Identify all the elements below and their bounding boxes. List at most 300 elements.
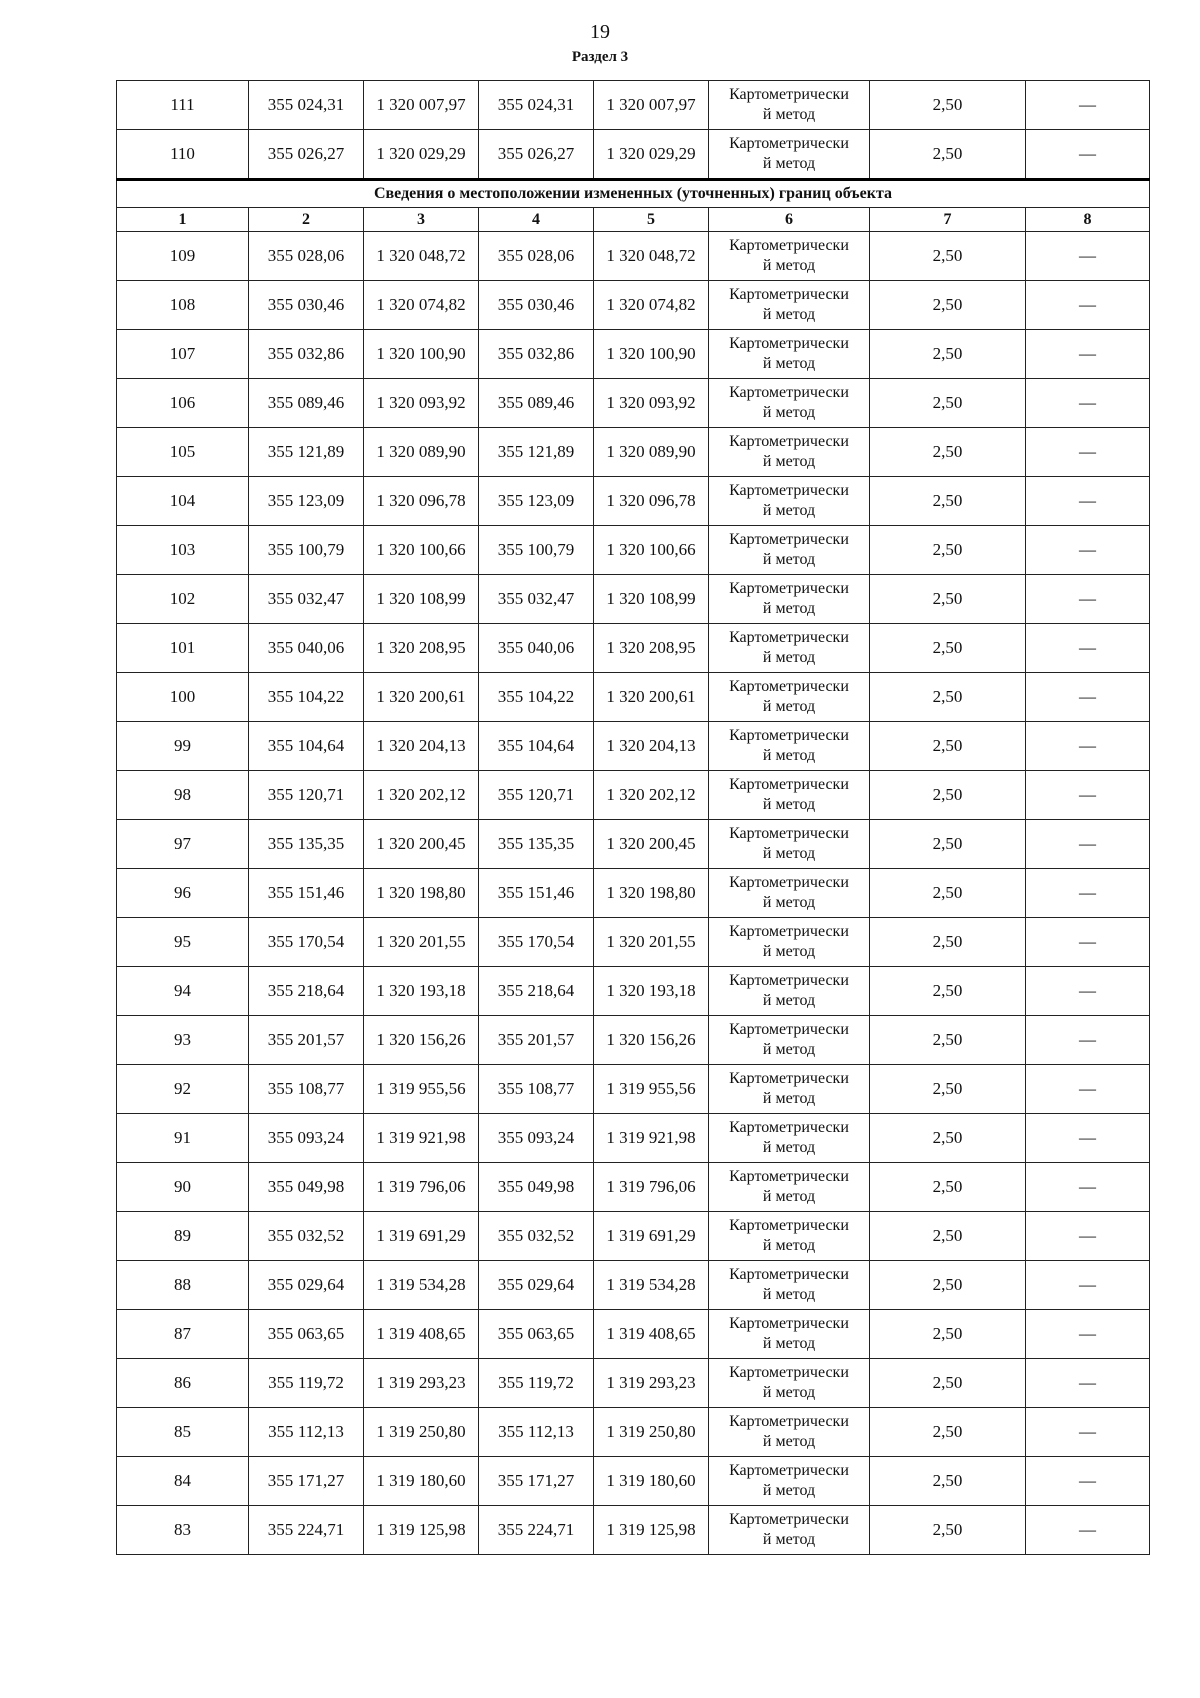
cell-accuracy: 2,50	[870, 1065, 1026, 1114]
method-line-2: й метод	[762, 796, 816, 813]
cell-x2: 355 218,64	[479, 967, 594, 1016]
cell-note: —	[1026, 1016, 1150, 1065]
cell-method	[709, 1408, 870, 1457]
table-row	[117, 1408, 1150, 1457]
method-line-1: Картометрически	[729, 384, 849, 401]
method-line-1: Картометрически	[729, 482, 849, 499]
cell-accuracy: 2,50	[870, 1506, 1026, 1555]
method-line-2: й метод	[762, 106, 816, 123]
cell-note: —	[1026, 232, 1150, 281]
cell-y2: 1 319 293,23	[594, 1359, 709, 1408]
cell-n: 93	[117, 1016, 249, 1065]
method-line-1: Картометрически	[729, 433, 849, 450]
cell-n: 107	[117, 330, 249, 379]
cell-y1: 1 319 293,23	[364, 1359, 479, 1408]
cell-accuracy: 2,50	[870, 967, 1026, 1016]
cell-x2: 355 121,89	[479, 428, 594, 477]
cell-method	[709, 869, 870, 918]
table-row	[117, 673, 1150, 722]
cell-y1: 1 320 100,66	[364, 526, 479, 575]
cell-accuracy: 2,50	[870, 232, 1026, 281]
cell-x2: 355 120,71	[479, 771, 594, 820]
method-line-1: Картометрически	[729, 874, 849, 891]
cell-x2: 355 104,22	[479, 673, 594, 722]
column-number: 7	[870, 208, 1026, 232]
cell-note: —	[1026, 575, 1150, 624]
method-line-1: Картометрически	[729, 727, 849, 744]
method-line-1: Картометрически	[729, 825, 849, 842]
cell-accuracy: 2,50	[870, 575, 1026, 624]
table-row	[117, 1212, 1150, 1261]
cell-x1: 355 104,22	[249, 673, 364, 722]
cell-y2: 1 319 250,80	[594, 1408, 709, 1457]
method-line-2: й метод	[762, 1139, 816, 1156]
table-row	[117, 1163, 1150, 1212]
cell-y2: 1 320 156,26	[594, 1016, 709, 1065]
cell-x2: 355 032,52	[479, 1212, 594, 1261]
cell-y1: 1 320 193,18	[364, 967, 479, 1016]
cell-note: —	[1026, 771, 1150, 820]
cell-y2: 1 320 108,99	[594, 575, 709, 624]
method-line-2: й метод	[762, 1335, 816, 1352]
cell-n: 104	[117, 477, 249, 526]
cell-x1: 355 100,79	[249, 526, 364, 575]
cell-x1: 355 030,46	[249, 281, 364, 330]
cell-y1: 1 320 108,99	[364, 575, 479, 624]
table-row	[117, 330, 1150, 379]
method-line-1: Картометрически	[729, 335, 849, 352]
cell-method	[709, 1261, 870, 1310]
cell-note: —	[1026, 1457, 1150, 1506]
cell-y1: 1 320 029,29	[364, 130, 479, 180]
cell-note: —	[1026, 81, 1150, 130]
table-body	[117, 81, 1150, 1555]
cell-accuracy: 2,50	[870, 1310, 1026, 1359]
table-row	[117, 918, 1150, 967]
cell-n: 90	[117, 1163, 249, 1212]
table-row	[117, 967, 1150, 1016]
cell-y1: 1 320 074,82	[364, 281, 479, 330]
cell-accuracy: 2,50	[870, 1016, 1026, 1065]
cell-x2: 355 024,31	[479, 81, 594, 130]
cell-y1: 1 320 200,61	[364, 673, 479, 722]
cell-x2: 355 030,46	[479, 281, 594, 330]
table-row	[117, 1261, 1150, 1310]
table-row	[117, 820, 1150, 869]
cell-y2: 1 320 048,72	[594, 232, 709, 281]
cell-x1: 355 218,64	[249, 967, 364, 1016]
cell-x1: 355 112,13	[249, 1408, 364, 1457]
cell-x1: 355 135,35	[249, 820, 364, 869]
method-line-2: й метод	[762, 1286, 816, 1303]
method-line-2: й метод	[762, 600, 816, 617]
cell-x2: 355 151,46	[479, 869, 594, 918]
cell-note: —	[1026, 722, 1150, 771]
cell-y1: 1 320 198,80	[364, 869, 479, 918]
cell-y2: 1 320 193,18	[594, 967, 709, 1016]
cell-method	[709, 771, 870, 820]
method-line-2: й метод	[762, 992, 816, 1009]
cell-y1: 1 320 096,78	[364, 477, 479, 526]
cell-n: 109	[117, 232, 249, 281]
cell-note: —	[1026, 1359, 1150, 1408]
method-line-1: Картометрически	[729, 1119, 849, 1136]
cell-x1: 355 024,31	[249, 81, 364, 130]
cell-x1: 355 108,77	[249, 1065, 364, 1114]
cell-x1: 355 119,72	[249, 1359, 364, 1408]
cell-method	[709, 1457, 870, 1506]
cell-y1: 1 320 093,92	[364, 379, 479, 428]
cell-accuracy: 2,50	[870, 1457, 1026, 1506]
method-line-1: Картометрически	[729, 1021, 849, 1038]
cell-n: 87	[117, 1310, 249, 1359]
cell-y1: 1 320 208,95	[364, 624, 479, 673]
cell-method	[709, 820, 870, 869]
method-line-2: й метод	[762, 1482, 816, 1499]
cell-accuracy: 2,50	[870, 526, 1026, 575]
cell-y1: 1 320 202,12	[364, 771, 479, 820]
method-line-1: Картометрически	[729, 1070, 849, 1087]
method-line-1: Картометрически	[729, 580, 849, 597]
method-line-1: Картометрически	[729, 86, 849, 103]
cell-y2: 1 320 208,95	[594, 624, 709, 673]
method-line-1: Картометрически	[729, 1462, 849, 1479]
cell-y2: 1 320 204,13	[594, 722, 709, 771]
method-line-1: Картометрически	[729, 678, 849, 695]
cell-x2: 355 032,47	[479, 575, 594, 624]
cell-x2: 355 108,77	[479, 1065, 594, 1114]
cell-n: 103	[117, 526, 249, 575]
cell-n: 101	[117, 624, 249, 673]
cell-y1: 1 319 534,28	[364, 1261, 479, 1310]
cell-y1: 1 320 048,72	[364, 232, 479, 281]
cell-n: 83	[117, 1506, 249, 1555]
section-heading-row	[117, 180, 1150, 208]
cell-x1: 355 089,46	[249, 379, 364, 428]
cell-x1: 355 120,71	[249, 771, 364, 820]
cell-x1: 355 171,27	[249, 1457, 364, 1506]
method-line-2: й метод	[762, 404, 816, 421]
method-line-2: й метод	[762, 1237, 816, 1254]
cell-note: —	[1026, 1114, 1150, 1163]
method-line-1: Картометрически	[729, 135, 849, 152]
cell-n: 85	[117, 1408, 249, 1457]
cell-method	[709, 330, 870, 379]
cell-x2: 355 032,86	[479, 330, 594, 379]
table-row	[117, 624, 1150, 673]
cell-method	[709, 81, 870, 130]
cell-note: —	[1026, 967, 1150, 1016]
cell-x2: 355 119,72	[479, 1359, 594, 1408]
cell-accuracy: 2,50	[870, 673, 1026, 722]
cell-method	[709, 1016, 870, 1065]
cell-n: 106	[117, 379, 249, 428]
cell-method	[709, 1506, 870, 1555]
method-line-2: й метод	[762, 943, 816, 960]
method-line-2: й метод	[762, 257, 816, 274]
cell-x1: 355 029,64	[249, 1261, 364, 1310]
cell-method	[709, 575, 870, 624]
method-line-1: Картометрически	[729, 1217, 849, 1234]
method-line-1: Картометрически	[729, 972, 849, 989]
cell-accuracy: 2,50	[870, 722, 1026, 771]
cell-method	[709, 1310, 870, 1359]
cell-x2: 355 123,09	[479, 477, 594, 526]
cell-note: —	[1026, 379, 1150, 428]
method-line-2: й метод	[762, 1041, 816, 1058]
cell-n: 89	[117, 1212, 249, 1261]
method-line-2: й метод	[762, 1188, 816, 1205]
cell-method	[709, 918, 870, 967]
table-row	[117, 1359, 1150, 1408]
cell-n: 99	[117, 722, 249, 771]
cell-y1: 1 320 089,90	[364, 428, 479, 477]
cell-accuracy: 2,50	[870, 428, 1026, 477]
cell-method	[709, 477, 870, 526]
cell-accuracy: 2,50	[870, 820, 1026, 869]
column-number: 4	[479, 208, 594, 232]
cell-note: —	[1026, 281, 1150, 330]
cell-note: —	[1026, 820, 1150, 869]
cell-x2: 355 040,06	[479, 624, 594, 673]
cell-y2: 1 319 796,06	[594, 1163, 709, 1212]
cell-y2: 1 320 200,45	[594, 820, 709, 869]
cell-y1: 1 319 921,98	[364, 1114, 479, 1163]
cell-accuracy: 2,50	[870, 281, 1026, 330]
cell-x2: 355 089,46	[479, 379, 594, 428]
method-line-2: й метод	[762, 1384, 816, 1401]
method-line-2: й метод	[762, 1090, 816, 1107]
cell-y1: 1 320 201,55	[364, 918, 479, 967]
cell-x1: 355 032,47	[249, 575, 364, 624]
cell-note: —	[1026, 673, 1150, 722]
cell-x2: 355 112,13	[479, 1408, 594, 1457]
method-line-1: Картометрически	[729, 923, 849, 940]
cell-note: —	[1026, 1212, 1150, 1261]
cell-n: 88	[117, 1261, 249, 1310]
cell-n: 98	[117, 771, 249, 820]
cell-n: 91	[117, 1114, 249, 1163]
cell-note: —	[1026, 1065, 1150, 1114]
cell-x2: 355 224,71	[479, 1506, 594, 1555]
cell-x1: 355 104,64	[249, 722, 364, 771]
cell-y2: 1 320 198,80	[594, 869, 709, 918]
table-row	[117, 575, 1150, 624]
cell-y2: 1 320 093,92	[594, 379, 709, 428]
cell-note: —	[1026, 918, 1150, 967]
cell-y2: 1 320 074,82	[594, 281, 709, 330]
cell-accuracy: 2,50	[870, 624, 1026, 673]
cell-method	[709, 232, 870, 281]
cell-n: 95	[117, 918, 249, 967]
cell-accuracy: 2,50	[870, 130, 1026, 180]
table-row	[117, 869, 1150, 918]
cell-y2: 1 319 691,29	[594, 1212, 709, 1261]
cell-accuracy: 2,50	[870, 1212, 1026, 1261]
cell-x1: 355 123,09	[249, 477, 364, 526]
cell-y1: 1 319 955,56	[364, 1065, 479, 1114]
cell-y2: 1 320 096,78	[594, 477, 709, 526]
cell-x1: 355 224,71	[249, 1506, 364, 1555]
table-row	[117, 232, 1150, 281]
cell-accuracy: 2,50	[870, 1261, 1026, 1310]
cell-method	[709, 1114, 870, 1163]
column-number: 8	[1026, 208, 1150, 232]
cell-y2: 1 320 029,29	[594, 130, 709, 180]
cell-y2: 1 320 200,61	[594, 673, 709, 722]
method-line-2: й метод	[762, 355, 816, 372]
column-number: 5	[594, 208, 709, 232]
cell-x1: 355 032,52	[249, 1212, 364, 1261]
table-row	[117, 771, 1150, 820]
cell-x2: 355 135,35	[479, 820, 594, 869]
cell-n: 97	[117, 820, 249, 869]
cell-x1: 355 151,46	[249, 869, 364, 918]
cell-accuracy: 2,50	[870, 869, 1026, 918]
cell-method	[709, 428, 870, 477]
cell-note: —	[1026, 1261, 1150, 1310]
cell-accuracy: 2,50	[870, 81, 1026, 130]
cell-y2: 1 320 089,90	[594, 428, 709, 477]
method-line-2: й метод	[762, 698, 816, 715]
cell-y1: 1 320 100,90	[364, 330, 479, 379]
cell-note: —	[1026, 130, 1150, 180]
cell-x1: 355 040,06	[249, 624, 364, 673]
cell-y2: 1 320 202,12	[594, 771, 709, 820]
method-line-1: Картометрически	[729, 286, 849, 303]
cell-n: 102	[117, 575, 249, 624]
method-line-2: й метод	[762, 649, 816, 666]
cell-method	[709, 624, 870, 673]
cell-n: 110	[117, 130, 249, 180]
table-row	[117, 130, 1150, 180]
cell-y2: 1 319 534,28	[594, 1261, 709, 1310]
coordinates-table	[116, 80, 1150, 1555]
cell-y2: 1 320 007,97	[594, 81, 709, 130]
cell-accuracy: 2,50	[870, 1163, 1026, 1212]
cell-x1: 355 063,65	[249, 1310, 364, 1359]
table-row	[117, 428, 1150, 477]
cell-method	[709, 1359, 870, 1408]
cell-note: —	[1026, 869, 1150, 918]
cell-x1: 355 028,06	[249, 232, 364, 281]
table-row	[117, 1016, 1150, 1065]
cell-method	[709, 1065, 870, 1114]
method-line-2: й метод	[762, 453, 816, 470]
table-row	[117, 281, 1150, 330]
cell-accuracy: 2,50	[870, 1359, 1026, 1408]
cell-x2: 355 026,27	[479, 130, 594, 180]
cell-y2: 1 320 201,55	[594, 918, 709, 967]
cell-x1: 355 032,86	[249, 330, 364, 379]
method-line-1: Картометрически	[729, 531, 849, 548]
cell-y1: 1 320 156,26	[364, 1016, 479, 1065]
cell-y2: 1 319 408,65	[594, 1310, 709, 1359]
table-row	[117, 379, 1150, 428]
method-line-1: Картометрически	[729, 1511, 849, 1528]
cell-note: —	[1026, 428, 1150, 477]
method-line-1: Картометрически	[729, 776, 849, 793]
method-line-1: Картометрически	[729, 237, 849, 254]
cell-method	[709, 281, 870, 330]
table-row	[117, 81, 1150, 130]
cell-note: —	[1026, 330, 1150, 379]
cell-accuracy: 2,50	[870, 477, 1026, 526]
cell-y2: 1 319 955,56	[594, 1065, 709, 1114]
cell-y2: 1 320 100,90	[594, 330, 709, 379]
cell-y1: 1 319 796,06	[364, 1163, 479, 1212]
table-row	[117, 1114, 1150, 1163]
column-number: 1	[117, 208, 249, 232]
section-title: Раздел 3	[571, 49, 629, 65]
cell-note: —	[1026, 1408, 1150, 1457]
cell-x2: 355 104,64	[479, 722, 594, 771]
cell-note: —	[1026, 526, 1150, 575]
method-line-2: й метод	[762, 306, 816, 323]
table-row	[117, 1506, 1150, 1555]
cell-accuracy: 2,50	[870, 1408, 1026, 1457]
cell-n: 92	[117, 1065, 249, 1114]
cell-x2: 355 093,24	[479, 1114, 594, 1163]
cell-accuracy: 2,50	[870, 379, 1026, 428]
cell-y1: 1 320 204,13	[364, 722, 479, 771]
column-number: 3	[364, 208, 479, 232]
cell-y2: 1 320 100,66	[594, 526, 709, 575]
cell-x2: 355 049,98	[479, 1163, 594, 1212]
method-line-2: й метод	[762, 1433, 816, 1450]
cell-y1: 1 319 180,60	[364, 1457, 479, 1506]
table-row	[117, 722, 1150, 771]
method-line-1: Картометрически	[729, 1266, 849, 1283]
page-number: 19	[590, 21, 610, 43]
cell-x2: 355 028,06	[479, 232, 594, 281]
cell-x1: 355 026,27	[249, 130, 364, 180]
table-row	[117, 1457, 1150, 1506]
method-line-2: й метод	[762, 747, 816, 764]
table-row	[117, 526, 1150, 575]
method-line-2: й метод	[762, 155, 816, 172]
cell-method	[709, 1163, 870, 1212]
method-line-1: Картометрически	[729, 1315, 849, 1332]
column-number: 6	[709, 208, 870, 232]
table-row	[117, 1065, 1150, 1114]
cell-y1: 1 320 007,97	[364, 81, 479, 130]
method-line-2: й метод	[762, 502, 816, 519]
method-line-1: Картометрически	[729, 1413, 849, 1430]
table-row	[117, 1310, 1150, 1359]
cell-x2: 355 171,27	[479, 1457, 594, 1506]
cell-method	[709, 967, 870, 1016]
cell-y1: 1 319 408,65	[364, 1310, 479, 1359]
cell-x2: 355 170,54	[479, 918, 594, 967]
cell-n: 105	[117, 428, 249, 477]
cell-note: —	[1026, 1310, 1150, 1359]
cell-accuracy: 2,50	[870, 330, 1026, 379]
cell-y2: 1 319 180,60	[594, 1457, 709, 1506]
cell-note: —	[1026, 624, 1150, 673]
cell-note: —	[1026, 477, 1150, 526]
cell-x2: 355 100,79	[479, 526, 594, 575]
cell-note: —	[1026, 1163, 1150, 1212]
cell-n: 96	[117, 869, 249, 918]
method-line-2: й метод	[762, 894, 816, 911]
column-number: 2	[249, 208, 364, 232]
cell-accuracy: 2,50	[870, 771, 1026, 820]
method-line-2: й метод	[762, 845, 816, 862]
cell-n: 84	[117, 1457, 249, 1506]
cell-x1: 355 201,57	[249, 1016, 364, 1065]
cell-n: 111	[117, 81, 249, 130]
